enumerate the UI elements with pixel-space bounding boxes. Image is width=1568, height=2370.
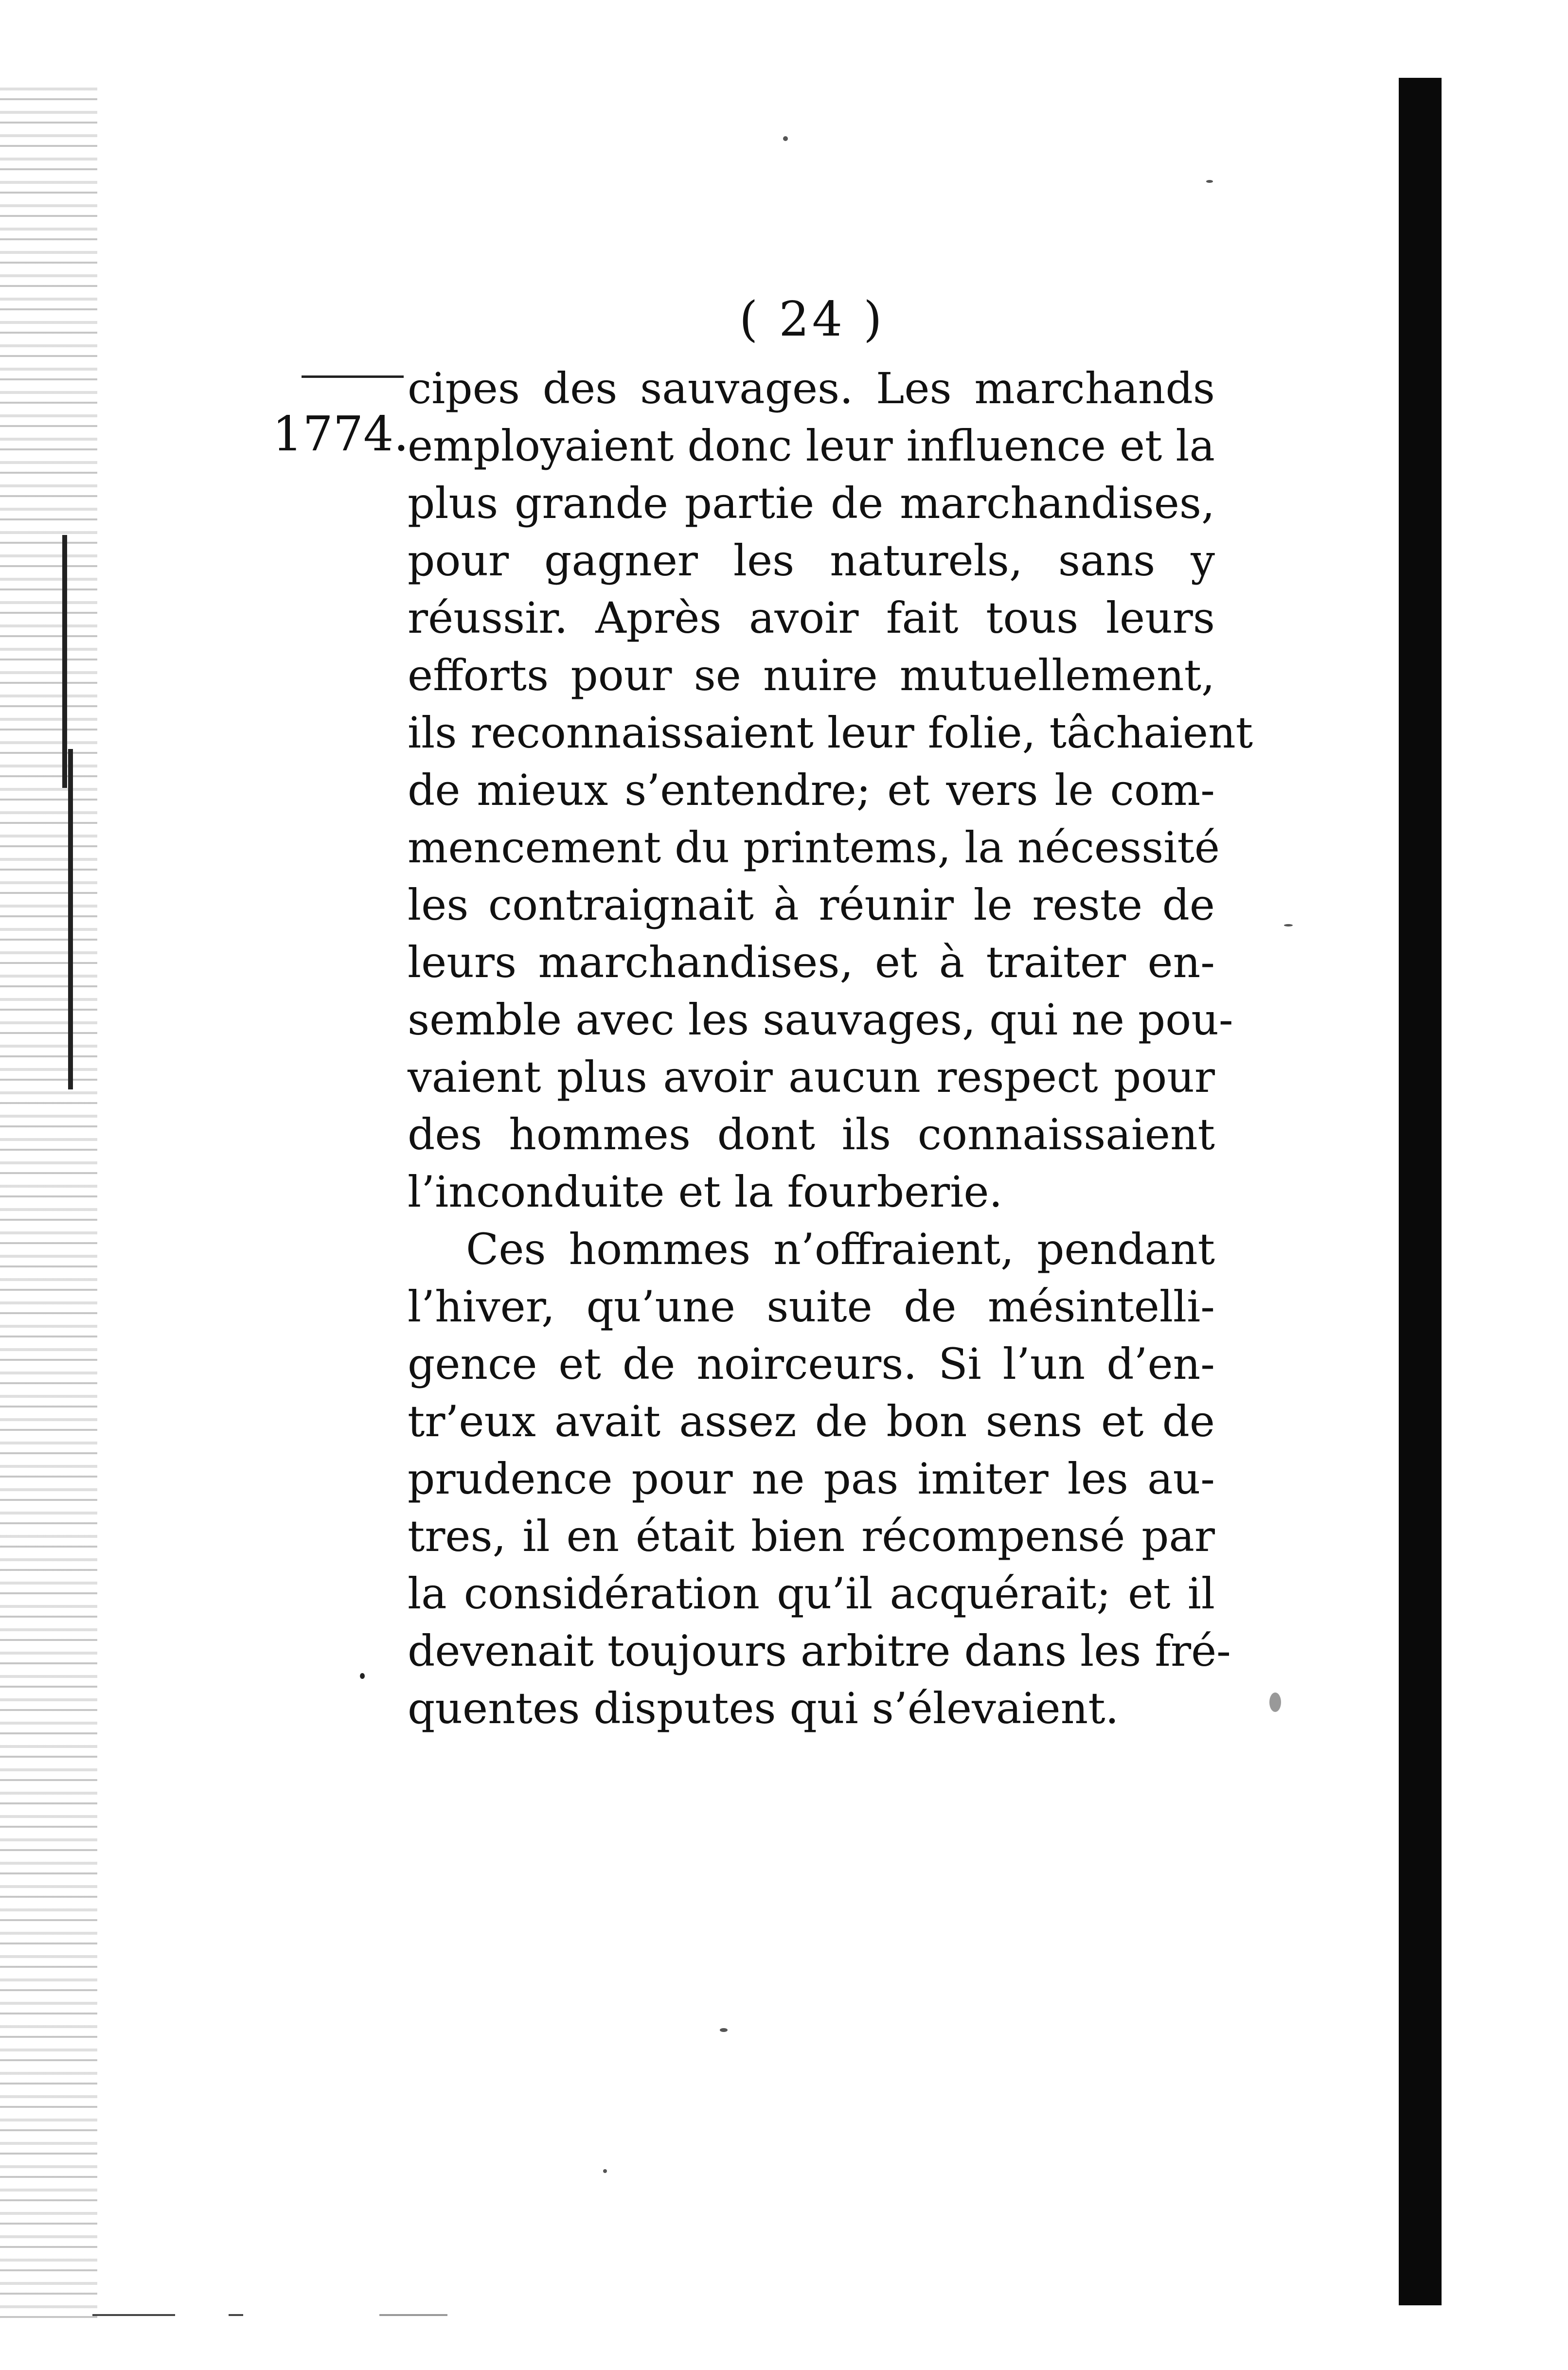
text-line: l’hiver, qu’une suite de mésintelli- <box>408 1282 1215 1332</box>
margin-rule <box>302 375 404 378</box>
text-line: cipes des sauvages. Les marchands <box>408 363 1215 413</box>
scan-speck <box>360 1673 365 1679</box>
scan-speck <box>783 136 788 141</box>
scan-speck <box>1284 924 1293 927</box>
text-line: ils reconnaissaient leur folie, tâchaient <box>408 708 1253 758</box>
text-line: prudence pour ne pas imiter les au- <box>408 1454 1215 1504</box>
text-line: tr’eux avait assez de bon sens et de <box>408 1396 1215 1446</box>
scan-speck <box>1206 180 1213 183</box>
text-line: tres, il en était bien récompensé par <box>408 1511 1215 1561</box>
text-line: employaient donc leur influence et la <box>408 421 1215 471</box>
text-line: vaient plus avoir aucun respect pour <box>408 1052 1215 1102</box>
text-line: efforts pour se nuire mutuellement, <box>408 650 1215 700</box>
text-line: les contraignait à réunir le reste de <box>408 880 1215 930</box>
paragraph <box>408 360 1253 1221</box>
text-line: l’inconduite et la fourberie. <box>408 1167 1003 1217</box>
text-line: mencement du printems, la nécessité <box>408 822 1220 873</box>
text-line: Ces hommes n’offraient, pendant <box>466 1224 1215 1274</box>
page-number: ( 24 ) <box>739 292 885 347</box>
text-line: devenait toujours arbitre dans les fré- <box>408 1626 1231 1676</box>
text-line: plus grande partie de marchandises, <box>408 478 1215 528</box>
text-line: semble avec les sauvages, qui ne pou- <box>408 995 1233 1045</box>
text-line: de mieux s’entendre; et vers le com- <box>408 765 1215 815</box>
bottom-rule <box>229 2314 243 2316</box>
text-line: pour gagner les naturels, sans y <box>408 535 1215 586</box>
body-text <box>408 360 1253 1737</box>
margin-year: 1774. <box>272 407 409 462</box>
text-line: des hommes dont ils connaissaient <box>408 1109 1215 1159</box>
text-line: gence et de noirceurs. Si l’un d’en- <box>408 1339 1215 1389</box>
bottom-rule <box>379 2314 447 2316</box>
bottom-rule <box>92 2314 175 2316</box>
text-line: réussir. Après avoir fait tous leurs <box>408 593 1215 643</box>
scan-speck <box>603 2169 607 2173</box>
text-line: la considération qu’il acquérait; et il <box>408 1568 1215 1619</box>
scanned-left-edge <box>0 88 97 2325</box>
paragraph <box>408 1221 1231 1737</box>
text-line: quentes disputes qui s’élevaient. <box>408 1683 1119 1733</box>
scan-speck <box>720 2028 728 2032</box>
scan-speck <box>1269 1693 1281 1712</box>
text-line: leurs marchandises, et à traiter en- <box>408 937 1215 987</box>
page-edge-shadow <box>1399 78 1442 2305</box>
gutter-mark <box>68 749 73 1089</box>
gutter-mark <box>62 535 67 788</box>
